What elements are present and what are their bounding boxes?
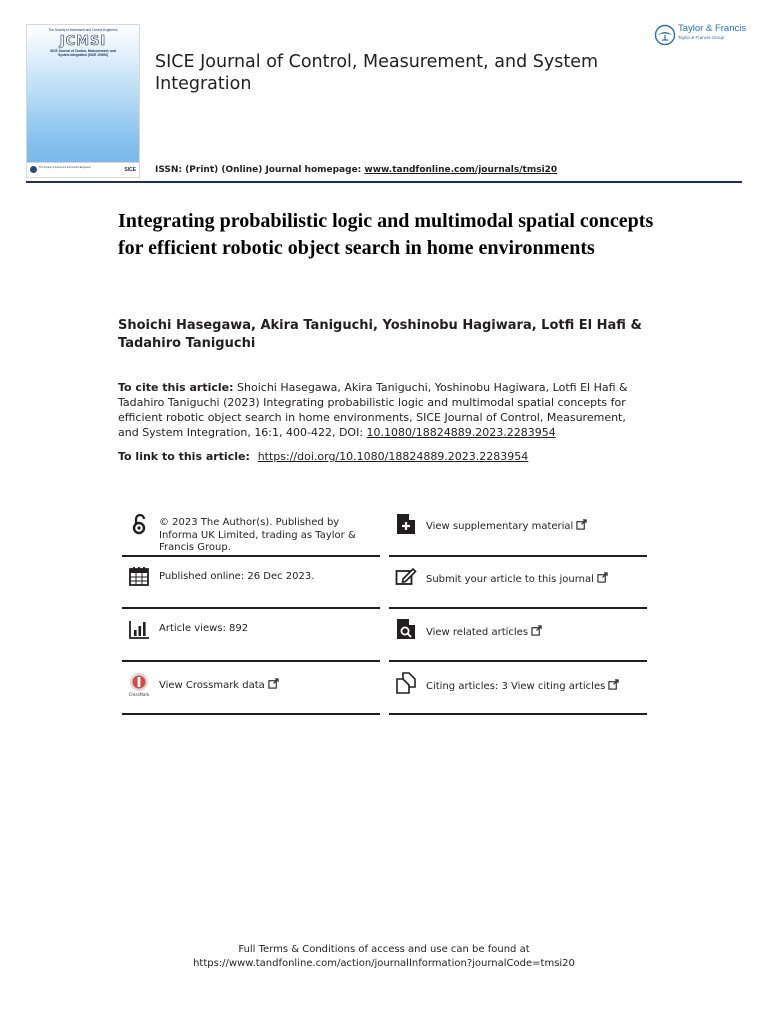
submit-text: Submit your article to this journal [426,574,594,585]
article-title: Integrating probabilistic logic and multimodal spatial concepts for efficient robotic object search in home environments [118,210,654,259]
related-text: View related articles [426,627,529,638]
divider [389,607,647,609]
cover-brand: SICE [124,167,136,173]
published-date: Published online: 26 Dec 2023. [159,571,315,582]
external-link-icon [608,679,619,690]
related-search-icon [395,618,417,640]
cover-logo: JCMSI [59,34,107,49]
crossmark-logo-text: CrossMark [128,692,150,697]
supplementary-link[interactable] [389,513,647,565]
crossmark-label [159,678,381,693]
link-label: To link to this article: [118,450,254,463]
taylor-francis-logo-icon [654,24,676,46]
cover-footer-text: The Society of Instrument and Control Engineers [39,166,91,169]
issn-text: ISSN: (Print) (Online) Journal homepage: [155,165,365,175]
related-articles-link[interactable] [389,618,647,670]
published-info [122,565,380,617]
external-link-icon [531,625,542,636]
citing-articles-link[interactable] [389,672,647,724]
cite-label: To cite this article: [118,381,234,394]
cover-footer-bar [27,162,139,177]
external-link-icon [597,572,608,583]
publisher-subname: Taylor & Francis Group [678,35,725,40]
terms-line-1: Full Terms & Conditions of access and use can be found at [238,944,530,955]
crossmark-link[interactable] [122,672,380,724]
cover-emblem-icon [30,166,37,173]
external-link-icon [268,678,279,689]
open-access-icon [128,513,150,535]
terms-line-2: https://www.tandfonline.com/action/journalInformation?journalCode=tmsi20 [193,958,575,969]
cover-subtitle-2: System Integration (SICE JCMSI) [58,53,108,57]
supplementary-text: View supplementary material [426,521,574,532]
citing-documents-icon [395,672,417,694]
cite-text: Shoichi Hasegawa, Akira Taniguchi, Yoshinobu Hagiwara, Lotfi El Hafi & Tadahiro Taniguchi (2023) Integrating probabilistic logic and multimodal spatial concepts for efficient robotic object search in home environments, SICE Journal of Control, Measurement, and System Integration, 16:1, 400-422, DOI: [118,381,628,439]
journal-cover-image [26,24,140,178]
crossmark-text: View Crossmark data [159,680,265,691]
article-authors: Shoichi Hasegawa, Akira Taniguchi, Yoshinobu Hagiwara, Lotfi El Hafi & Tadahiro Taniguchi [118,318,642,351]
divider [122,713,380,715]
edit-icon [395,565,417,587]
external-link-icon [576,519,587,530]
submit-article-link[interactable] [389,565,647,617]
citing-label [426,679,648,694]
license-text: © 2023 The Author(s). Published by Informa UK Limited, trading as Taylor & Francis Group. [159,517,356,553]
divider [122,607,380,609]
article-views: Article views: 892 [159,623,249,634]
license-info [122,513,380,565]
bar-chart-icon [128,618,150,640]
header-divider [26,181,742,183]
citation-block [118,380,646,440]
link-block [118,449,658,464]
divider [389,555,647,557]
journal-homepage-link[interactable]: www.tandfonline.com/journals/tmsi20 [364,165,558,175]
terms-footer [0,943,768,971]
doi-link[interactable]: 10.1080/18824889.2023.2283954 [366,426,556,439]
related-label [426,625,648,640]
divider [389,660,647,662]
journal-title: SICE Journal of Control, Measurement, and System Integration [155,52,599,94]
supplementary-document-icon [395,513,417,535]
citing-text: Citing articles: 3 View citing articles [426,681,606,692]
views-info [122,618,380,670]
divider [122,555,380,557]
article-doi-url-link[interactable]: https://doi.org/10.1080/18824889.2023.2283954 [257,450,529,463]
divider [122,660,380,662]
calendar-icon [128,565,150,587]
cover-subtitle-1: SICE Journal of Control, Measurement, and [50,49,116,53]
publisher-name: Taylor & Francis [678,23,747,34]
cover-society-line: The Society of Instrument and Control Engineers [48,28,118,32]
divider [389,713,647,715]
issn-line [155,165,557,175]
publisher-logo[interactable] [654,22,754,48]
submit-label [426,572,648,587]
supplementary-label [426,519,648,534]
